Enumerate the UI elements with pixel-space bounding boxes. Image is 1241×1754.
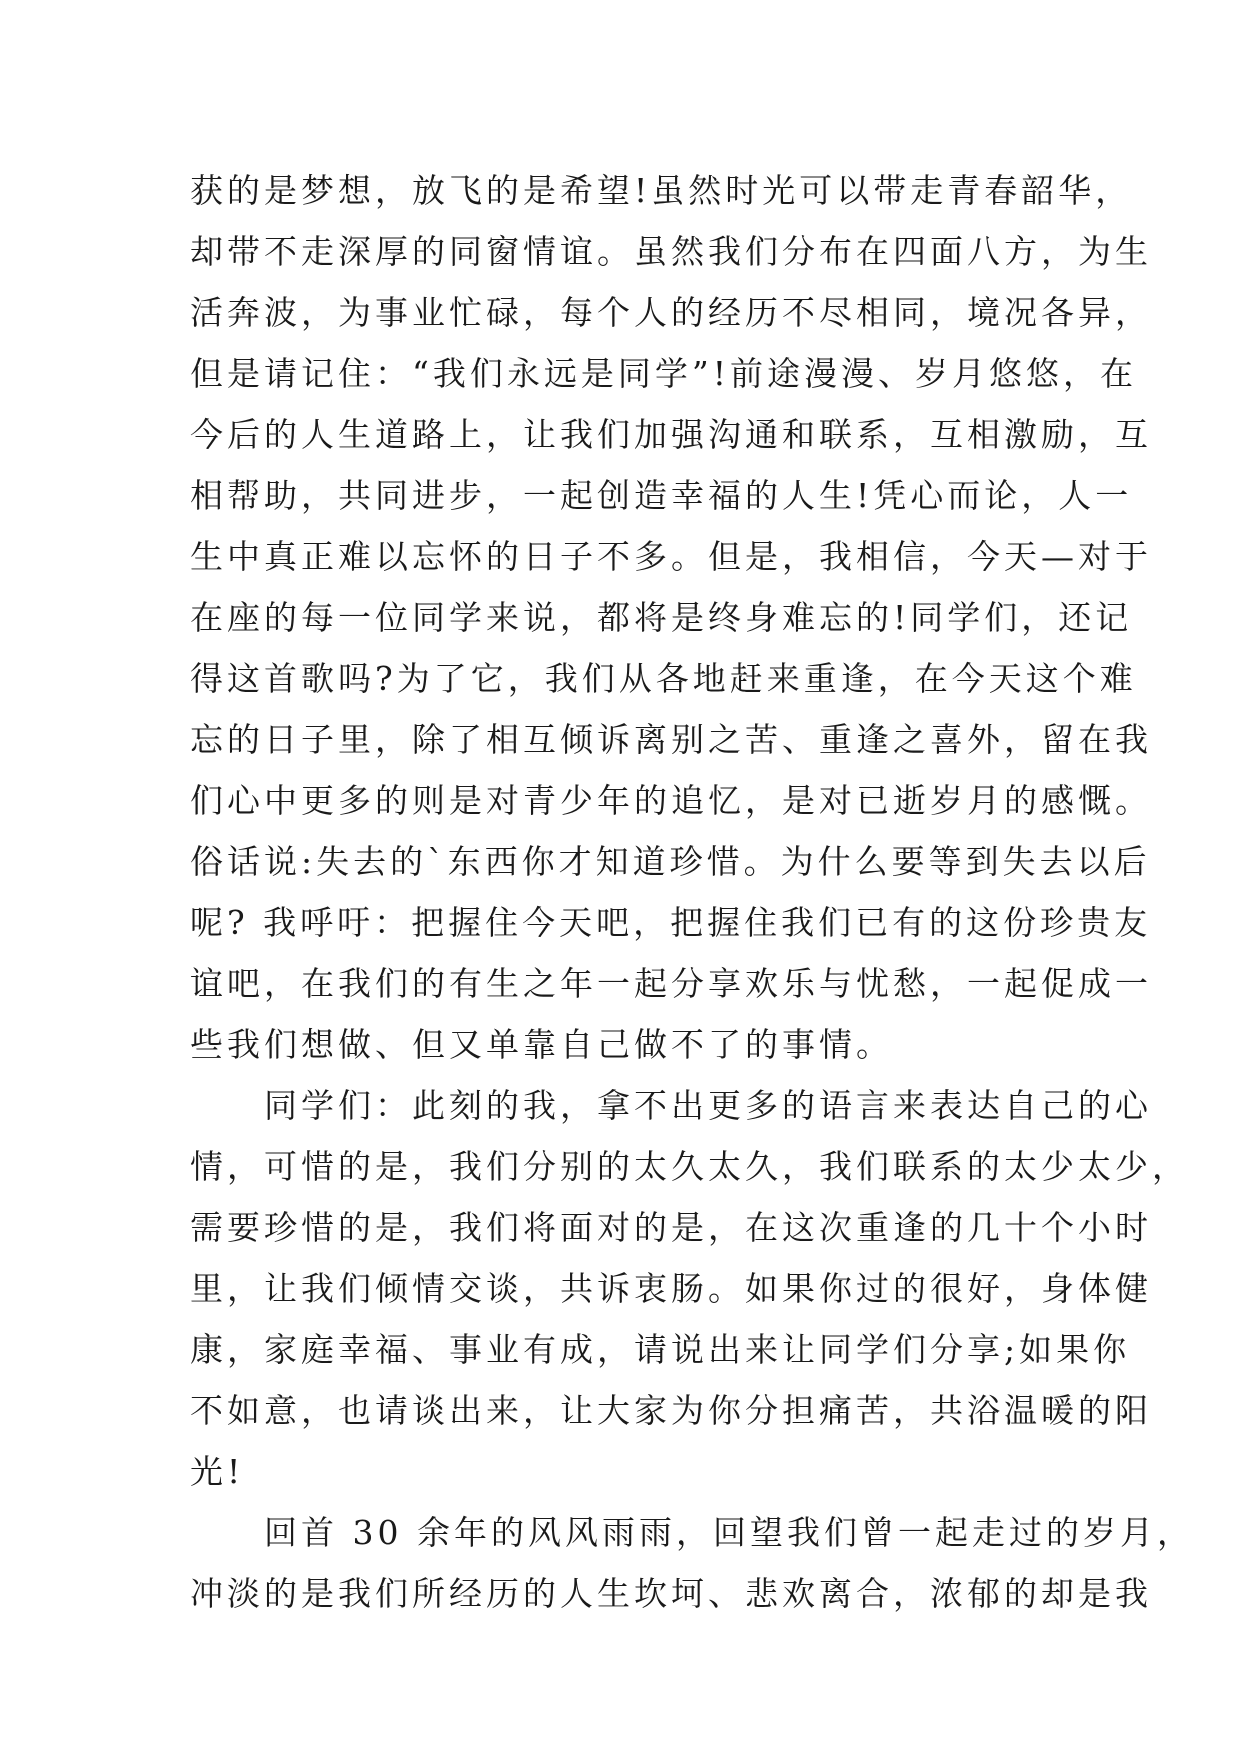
text-line: 获的是梦想，放飞的是希望!虽然时光可以带走青春韶华， <box>190 171 1133 210</box>
text-line: 冲淡的是我们所经历的人生坎坷、悲欢离合，浓郁的却是我 <box>190 1574 1152 1613</box>
text-line: 光! <box>190 1452 245 1491</box>
body-text <box>190 160 1194 1624</box>
text-line: 得这首歌吗?为了它，我们从各地赶来重逢，在今天这个难 <box>190 659 1137 698</box>
text-line: 但是请记住：“我们永远是同学”!前途漫漫、岁月悠悠，在 <box>190 354 1138 393</box>
text-line: 活奔波，为事业忙碌，每个人的经历不尽相同，境况各异， <box>190 293 1152 332</box>
text-line: 些我们想做、但又单靠自己做不了的事情。 <box>190 1025 893 1064</box>
text-line: 需要珍惜的是，我们将面对的是，在这次重逢的几十个小时 <box>190 1208 1152 1247</box>
text-line: 情，可惜的是，我们分别的太久太久，我们联系的太少太少， <box>190 1147 1189 1186</box>
text-line: 里，让我们倾情交谈，共诉衷肠。如果你过的很好，身体健 <box>190 1269 1152 1308</box>
text-line: 不如意，也请谈出来，让大家为你分担痛苦，共浴温暖的阳 <box>190 1391 1152 1430</box>
text-line: 忘的日子里，除了相互倾诉离别之苦、重逢之喜外，留在我 <box>190 720 1152 759</box>
text-line: 们心中更多的则是对青少年的追忆，是对已逝岁月的感慨。 <box>190 781 1152 820</box>
text-line: 回首 30 余年的风风雨雨，回望我们曾一起走过的岁月， <box>264 1513 1194 1552</box>
text-line: 呢? 我呼吁：把握住今天吧，把握住我们已有的这份珍贵友 <box>190 903 1152 942</box>
text-line: 在座的每一位同学来说，都将是终身难忘的!同学们，还记 <box>190 598 1133 637</box>
text-line: 康，家庭幸福、事业有成，请说出来让同学们分享;如果你 <box>190 1330 1131 1369</box>
text-line: 今后的人生道路上，让我们加强沟通和联系，互相激励，互 <box>190 415 1152 454</box>
text-line: 俗话说:失去的`东西你才知道珍惜。为什么要等到失去以后 <box>190 842 1151 881</box>
text-line: 相帮助，共同进步，一起创造幸福的人生!凭心而论，人一 <box>190 476 1133 515</box>
text-line: 同学们：此刻的我，拿不出更多的语言来表达自己的心 <box>264 1086 1152 1125</box>
text-line: 却带不走深厚的同窗情谊。虽然我们分布在四面八方，为生 <box>190 232 1152 271</box>
text-line: 谊吧，在我们的有生之年一起分享欢乐与忧愁，一起促成一 <box>190 964 1152 1003</box>
text-line: 生中真正难以忘怀的日子不多。但是，我相信，今天—对于 <box>190 537 1152 576</box>
